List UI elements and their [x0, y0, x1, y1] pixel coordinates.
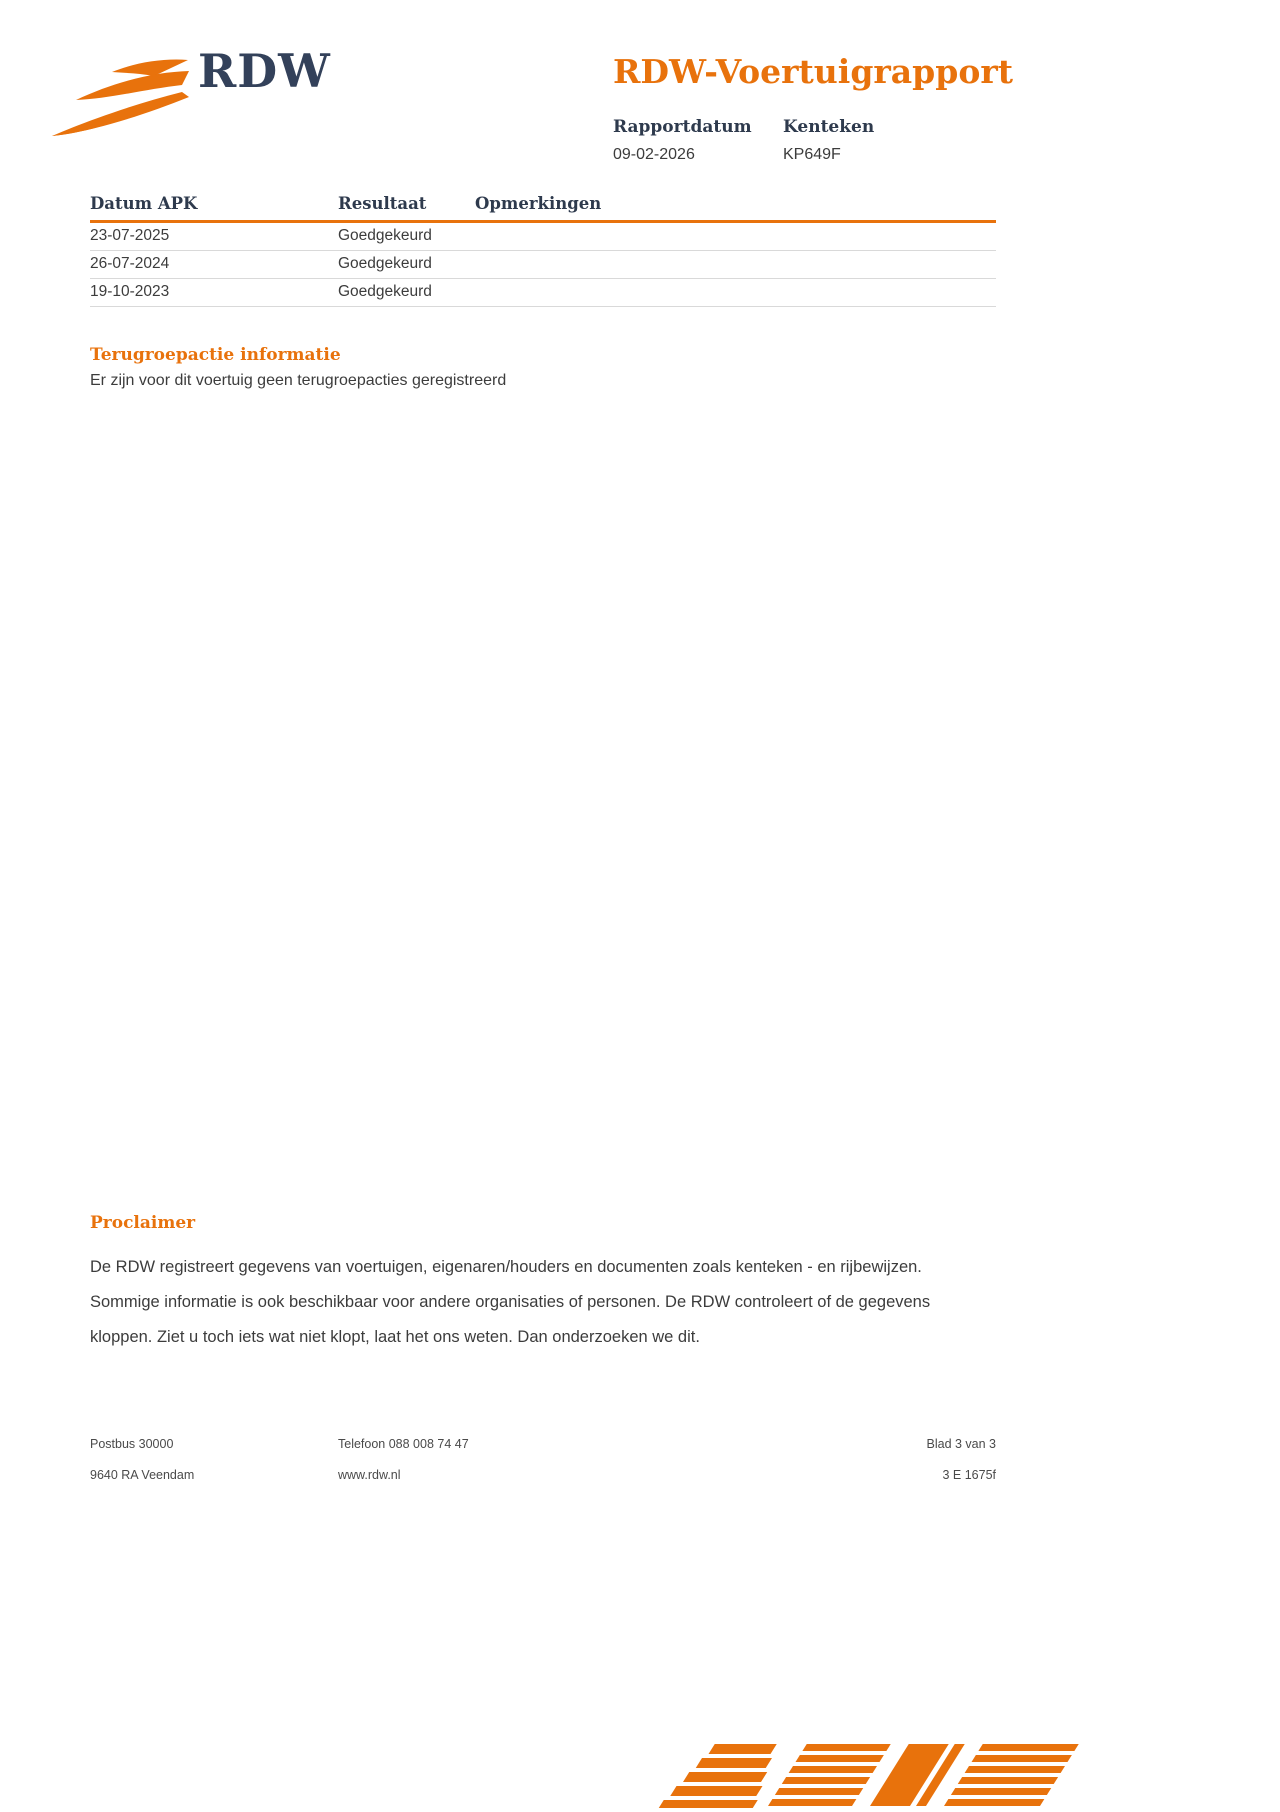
opmerkingen-cell — [475, 279, 996, 307]
datum-cell: 19-10-2023 — [90, 279, 338, 307]
rdw-stripes-graphic — [658, 1742, 1120, 1810]
report-date-label: Rapportdatum — [613, 117, 752, 137]
column-header-datum-apk: Datum APK — [90, 194, 338, 222]
page-title: RDW-Voertuigrapport — [613, 52, 1013, 91]
table-row — [90, 222, 996, 251]
license-plate-label: Kenteken — [783, 117, 875, 137]
footer-form-code: 3 E 1675f — [942, 1468, 996, 1482]
license-plate-value: KP649F — [783, 146, 841, 163]
footer-phone: Telefoon 088 008 74 47 — [338, 1437, 469, 1451]
report-date-value: 09-02-2026 — [613, 146, 695, 163]
footer-city: 9640 RA Veendam — [90, 1468, 195, 1482]
footer-website: www.rdw.nl — [338, 1468, 401, 1482]
apk-table-body — [90, 222, 996, 307]
datum-cell: 26-07-2024 — [90, 251, 338, 279]
proclaimer-text: De RDW registreert gegevens van voertuigen, eigenaren/houders en documenten zoals kenteken - en rijbewijzen. Sommige informatie is ook beschikbaar voor andere organisaties of personen. De RDW controleert of de gegevens kloppen. Ziet u toch iets wat niet klopt, laat het ons weten. Dan onderzoeken we dit. — [90, 1258, 931, 1346]
rdw-swoosh-icon — [50, 56, 190, 144]
recall-section-text: Er zijn voor dit voertuig geen terugroepacties geregistreerd — [90, 372, 507, 389]
column-header-opmerkingen: Opmerkingen — [475, 194, 996, 222]
opmerkingen-cell — [475, 251, 996, 279]
footer-page-number: Blad 3 van 3 — [926, 1437, 996, 1451]
opmerkingen-cell — [475, 222, 996, 251]
resultaat-cell: Goedgekeurd — [338, 222, 475, 251]
column-header-resultaat: Resultaat — [338, 194, 475, 222]
footer-postbus: Postbus 30000 — [90, 1437, 174, 1451]
recall-section-title: Terugroepactie informatie — [90, 345, 341, 365]
table-row — [90, 251, 996, 279]
apk-history-table — [90, 194, 996, 307]
resultaat-cell: Goedgekeurd — [338, 251, 475, 279]
datum-cell: 23-07-2025 — [90, 222, 338, 251]
apk-table-header — [90, 194, 996, 222]
proclaimer-title: Proclaimer — [90, 1213, 196, 1233]
resultaat-cell: Goedgekeurd — [338, 279, 475, 307]
logo-text: RDW — [198, 44, 331, 98]
table-row — [90, 279, 996, 307]
